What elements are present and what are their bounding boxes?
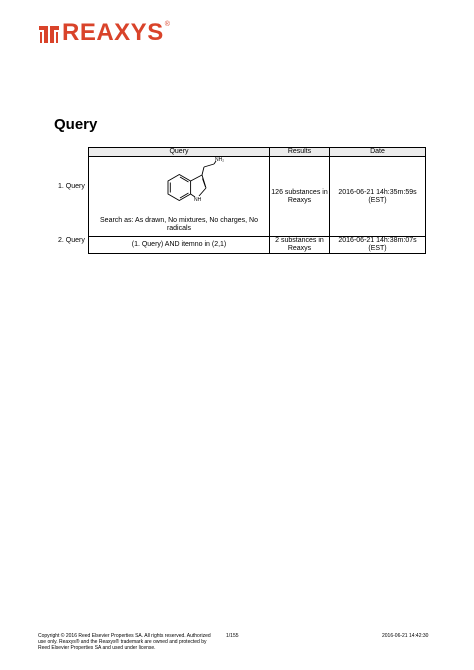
query-1-label: 1. Query bbox=[58, 183, 85, 190]
reaxys-logo-icon bbox=[38, 22, 60, 44]
query-1-structure-cell bbox=[89, 157, 270, 237]
query-2-expression bbox=[89, 237, 270, 254]
results-text: 126 substances in Reaxys bbox=[271, 188, 328, 204]
header-date: Date bbox=[330, 148, 426, 157]
logo-text: REAXYS bbox=[62, 19, 164, 46]
reaxys-logo bbox=[38, 20, 170, 46]
footer-copyright: Copyright © 2016 Reed Elsevier Properties SA. All rights reserved. Authorized use only. Reaxys® and the Reaxys® trademark are owned and protected by Reed Elsevier Properties SA and used under license. bbox=[38, 633, 211, 651]
registered-mark: ® bbox=[164, 21, 170, 28]
query-table bbox=[88, 147, 426, 254]
page-title: Query bbox=[54, 116, 98, 133]
table-row bbox=[89, 157, 426, 237]
query-2-label: 2. Query bbox=[58, 237, 85, 244]
search-as-text: Search as: As drawn, No mixtures, No charges, No radicals bbox=[100, 217, 258, 232]
amine-label: NH₂ bbox=[215, 157, 225, 163]
footer-page-number: 1/155 bbox=[226, 633, 239, 639]
table-header-row bbox=[89, 148, 426, 157]
header-results: Results bbox=[270, 148, 330, 157]
query-expression-text: (1. Query) AND itemno in (2,1) bbox=[131, 241, 227, 248]
indole-nh-label: NH bbox=[194, 197, 202, 203]
query-2-results bbox=[270, 237, 330, 254]
date-text: 2016-06-21 14h:38m:07s (EST) bbox=[338, 237, 417, 252]
results-text: 2 substances in Reaxys bbox=[275, 237, 324, 252]
tryptamine-structure-icon bbox=[136, 157, 225, 215]
footer-printed-date: 2016-06-21 14:42:30 bbox=[382, 633, 429, 639]
header-query: Query bbox=[89, 148, 270, 157]
table-row bbox=[89, 237, 426, 254]
query-2-date bbox=[330, 237, 426, 254]
date-text: 2016-06-21 14h:35m:59s (EST) bbox=[338, 188, 417, 204]
query-1-date bbox=[330, 157, 426, 237]
query-1-results bbox=[270, 157, 330, 237]
